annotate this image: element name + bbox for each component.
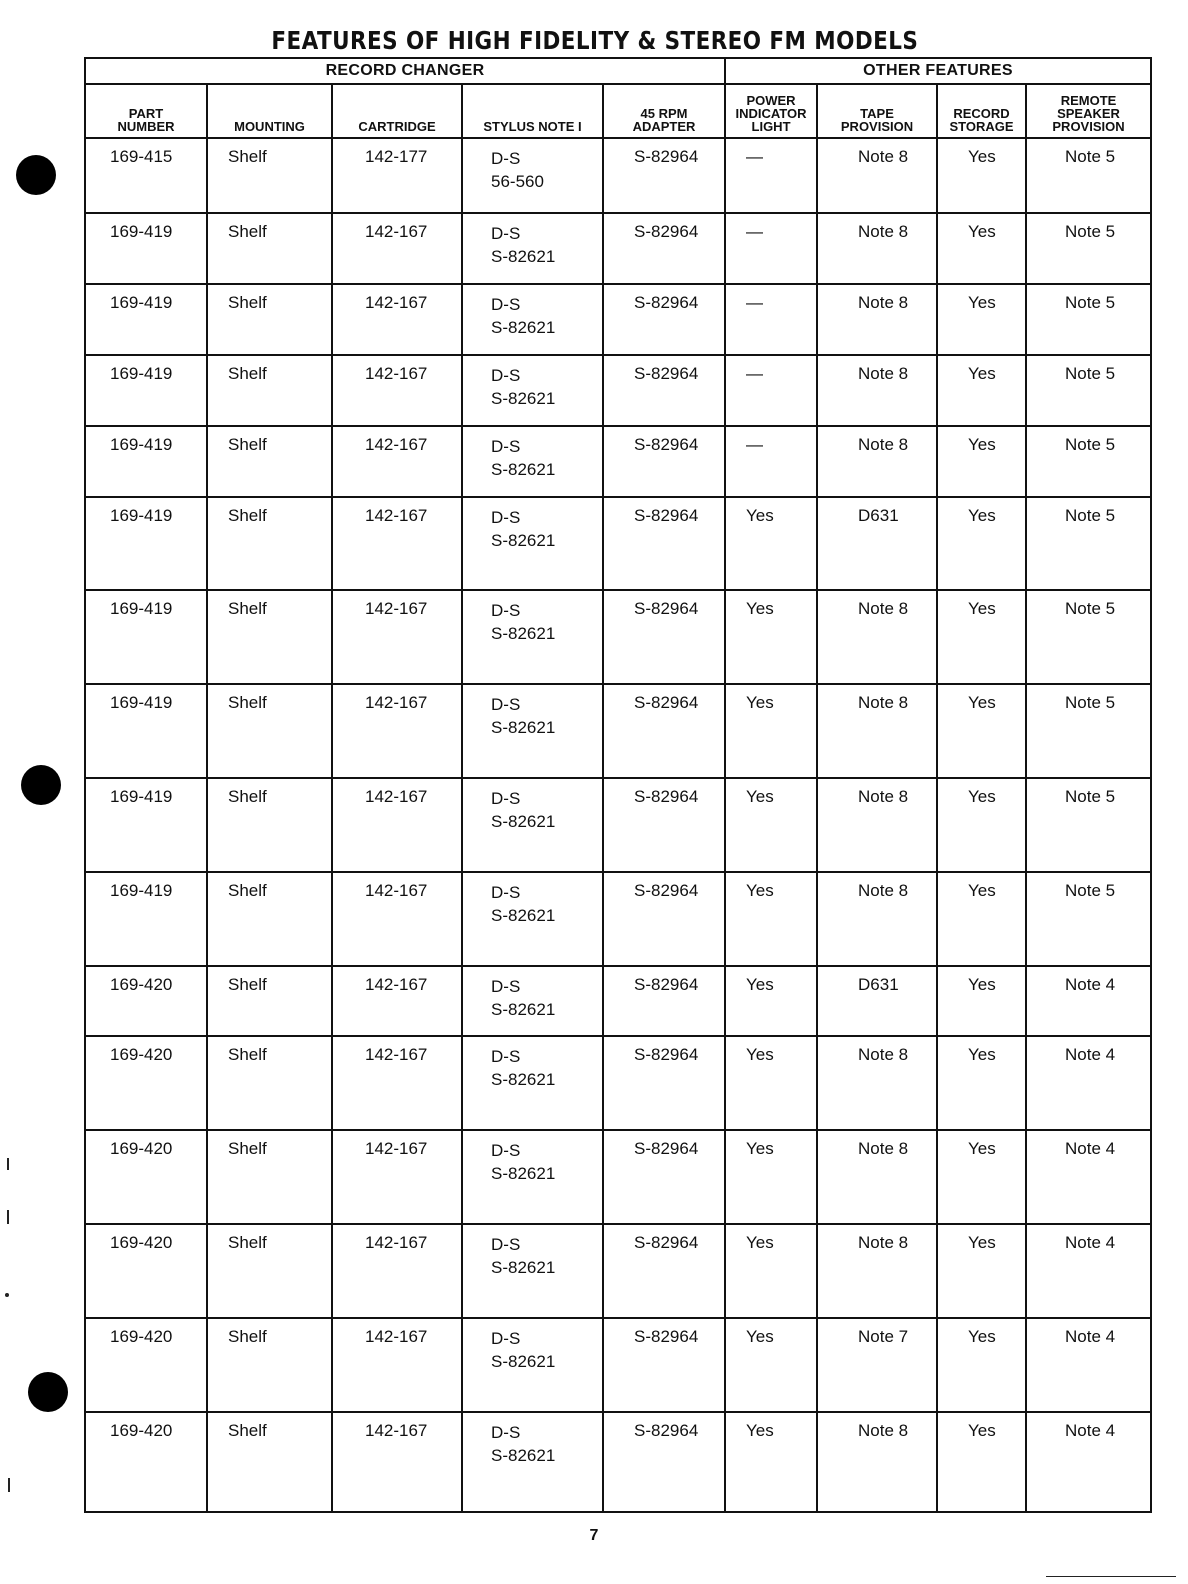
remote-speaker-cell: Note 5 [1026, 497, 1151, 591]
tape-provision-cell: Note 8 [817, 355, 937, 426]
cartridge-cell: 142-167 [332, 355, 462, 426]
record-storage-cell: Yes [937, 684, 1026, 778]
col-header-part-number: PART NUMBER [85, 84, 207, 138]
part-number-cell: 169-420 [85, 1318, 207, 1412]
mounting-cell: Shelf [207, 590, 332, 684]
table-row [85, 1412, 1151, 1512]
cartridge-cell: 142-167 [332, 284, 462, 355]
power-indicator-cell: Yes [725, 966, 817, 1037]
adapter-cell: S-82964 [603, 778, 725, 872]
punch-hole-bottom [28, 1372, 68, 1412]
tape-provision-cell: Note 8 [817, 1130, 937, 1224]
power-indicator-cell: Yes [725, 684, 817, 778]
power-indicator-cell: — [725, 426, 817, 497]
tape-provision-cell: Note 8 [817, 1412, 937, 1512]
remote-speaker-cell: Note 4 [1026, 966, 1151, 1037]
record-storage-cell: Yes [937, 590, 1026, 684]
tape-provision-cell: D631 [817, 966, 937, 1037]
mounting-cell: Shelf [207, 966, 332, 1037]
record-changer-header: RECORD CHANGER [85, 58, 725, 84]
power-indicator-cell: — [725, 138, 817, 213]
mounting-cell: Shelf [207, 138, 332, 213]
stylus-cell [462, 590, 603, 684]
record-storage-cell: Yes [937, 1224, 1026, 1318]
stylus-line: S-82621 [491, 459, 556, 479]
stylus-line: 56-560 [491, 172, 544, 191]
stylus-cell [462, 1412, 603, 1512]
cartridge-cell: 142-167 [332, 1412, 462, 1512]
col-header-stylus: STYLUS NOTE I [462, 84, 603, 138]
record-storage-cell: Yes [937, 497, 1026, 591]
col-header-tape-provision: TAPE PROVISION [817, 84, 937, 138]
adapter-cell: S-82964 [603, 138, 725, 213]
tape-provision-cell: Note 7 [817, 1318, 937, 1412]
cartridge-cell: 142-167 [332, 966, 462, 1037]
cartridge-cell: 142-167 [332, 1036, 462, 1130]
stylus-cell [462, 1036, 603, 1130]
stylus-line: S-82621 [491, 530, 556, 550]
mounting-cell: Shelf [207, 355, 332, 426]
part-number-cell: 169-419 [85, 284, 207, 355]
stylus-line: D-S [491, 882, 521, 902]
power-indicator-cell: Yes [725, 590, 817, 684]
stylus-line: D-S [491, 788, 521, 808]
part-number-cell: 169-420 [85, 1130, 207, 1224]
stylus-line: S-82621 [491, 1164, 556, 1184]
table-row [85, 684, 1151, 778]
mounting-cell: Shelf [207, 213, 332, 284]
stylus-line: D-S [491, 1141, 521, 1161]
remote-speaker-cell: Note 5 [1026, 590, 1151, 684]
cartridge-cell: 142-167 [332, 590, 462, 684]
record-storage-cell: Yes [937, 213, 1026, 284]
stylus-line: D-S [491, 976, 521, 996]
page-title: FEATURES OF HIGH FIDELITY & STEREO FM MODELS [271, 26, 919, 55]
tape-provision-cell: Note 8 [817, 684, 937, 778]
tape-provision-cell: Note 8 [817, 778, 937, 872]
part-number-cell: 169-419 [85, 213, 207, 284]
cartridge-cell: 142-177 [332, 138, 462, 213]
remote-speaker-cell: Note 5 [1026, 426, 1151, 497]
stylus-line: S-82621 [491, 1445, 556, 1465]
remote-speaker-cell: Note 5 [1026, 284, 1151, 355]
table-row [85, 590, 1151, 684]
power-indicator-cell: Yes [725, 1318, 817, 1412]
part-number-cell: 169-420 [85, 1412, 207, 1512]
stylus-cell [462, 355, 603, 426]
adapter-cell: S-82964 [603, 1412, 725, 1512]
table-row [85, 1130, 1151, 1224]
table-row [85, 872, 1151, 966]
mounting-cell: Shelf [207, 426, 332, 497]
table-body [85, 138, 1151, 1512]
col-header-record-storage: RECORD STORAGE [937, 84, 1026, 138]
stylus-cell [462, 966, 603, 1037]
table-row [85, 355, 1151, 426]
table-row [85, 213, 1151, 284]
stylus-line: S-82621 [491, 317, 556, 337]
stylus-line: D-S [491, 149, 521, 168]
punch-hole-top [16, 155, 56, 195]
stylus-cell [462, 1224, 603, 1318]
adapter-cell: S-82964 [603, 684, 725, 778]
part-number-cell: 169-420 [85, 1224, 207, 1318]
cartridge-cell: 142-167 [332, 1130, 462, 1224]
record-storage-cell: Yes [937, 284, 1026, 355]
table-row [85, 497, 1151, 591]
tape-provision-cell: Note 8 [817, 1036, 937, 1130]
power-indicator-cell: — [725, 355, 817, 426]
stylus-line: D-S [491, 294, 521, 314]
stylus-cell [462, 138, 603, 213]
table-row [85, 284, 1151, 355]
mounting-cell: Shelf [207, 1036, 332, 1130]
stylus-line: D-S [491, 436, 521, 456]
mounting-cell: Shelf [207, 497, 332, 591]
tape-provision-cell: Note 8 [817, 426, 937, 497]
stylus-line: S-82621 [491, 247, 556, 267]
scan-mark [1046, 1576, 1176, 1577]
power-indicator-cell: — [725, 213, 817, 284]
part-number-cell: 169-419 [85, 497, 207, 591]
table-row [85, 1318, 1151, 1412]
adapter-cell: S-82964 [603, 1224, 725, 1318]
remote-speaker-cell: Note 4 [1026, 1036, 1151, 1130]
part-number-cell: 169-419 [85, 778, 207, 872]
tape-provision-cell: Note 8 [817, 213, 937, 284]
record-storage-cell: Yes [937, 1412, 1026, 1512]
adapter-cell: S-82964 [603, 497, 725, 591]
col-header-adapter: 45 RPM ADAPTER [603, 84, 725, 138]
col-header-remote-speaker: REMOTE SPEAKER PROVISION [1026, 84, 1151, 138]
power-indicator-cell: Yes [725, 778, 817, 872]
stylus-line: D-S [491, 365, 521, 385]
stylus-line: D-S [491, 1047, 521, 1067]
table-row [85, 426, 1151, 497]
stylus-cell [462, 497, 603, 591]
stylus-line: S-82621 [491, 999, 556, 1019]
stylus-cell [462, 778, 603, 872]
mounting-cell: Shelf [207, 1130, 332, 1224]
stylus-line: S-82621 [491, 1258, 556, 1278]
scan-mark [7, 1158, 9, 1170]
part-number-cell: 169-420 [85, 1036, 207, 1130]
power-indicator-cell: Yes [725, 1036, 817, 1130]
record-storage-cell: Yes [937, 966, 1026, 1037]
power-indicator-cell: Yes [725, 1412, 817, 1512]
adapter-cell: S-82964 [603, 590, 725, 684]
adapter-cell: S-82964 [603, 1318, 725, 1412]
table-row [85, 138, 1151, 213]
stylus-line: D-S [491, 601, 521, 621]
remote-speaker-cell: Note 5 [1026, 684, 1151, 778]
tape-provision-cell: Note 8 [817, 284, 937, 355]
stylus-line: S-82621 [491, 905, 556, 925]
mounting-cell: Shelf [207, 1224, 332, 1318]
part-number-cell: 169-419 [85, 355, 207, 426]
stylus-line: D-S [491, 1328, 521, 1348]
stylus-cell [462, 1318, 603, 1412]
scan-mark [5, 1293, 9, 1297]
power-indicator-cell: — [725, 284, 817, 355]
remote-speaker-cell: Note 5 [1026, 778, 1151, 872]
col-header-power-indicator: POWER INDICATOR LIGHT [725, 84, 817, 138]
adapter-cell: S-82964 [603, 355, 725, 426]
remote-speaker-cell: Note 4 [1026, 1412, 1151, 1512]
remote-speaker-cell: Note 5 [1026, 213, 1151, 284]
col-header-mounting: MOUNTING [207, 84, 332, 138]
table-row [85, 966, 1151, 1037]
tape-provision-cell: Note 8 [817, 138, 937, 213]
adapter-cell: S-82964 [603, 284, 725, 355]
adapter-cell: S-82964 [603, 966, 725, 1037]
part-number-cell: 169-420 [85, 966, 207, 1037]
mounting-cell: Shelf [207, 1318, 332, 1412]
adapter-cell: S-82964 [603, 1036, 725, 1130]
part-number-cell: 169-415 [85, 138, 207, 213]
stylus-line: D-S [491, 695, 521, 715]
col-header-cartridge: CARTRIDGE [332, 84, 462, 138]
stylus-line: D-S [491, 1235, 521, 1255]
record-storage-cell: Yes [937, 1130, 1026, 1224]
power-indicator-cell: Yes [725, 872, 817, 966]
record-storage-cell: Yes [937, 872, 1026, 966]
stylus-line: S-82621 [491, 811, 556, 831]
table-row [85, 1036, 1151, 1130]
mounting-cell: Shelf [207, 1412, 332, 1512]
remote-speaker-cell: Note 5 [1026, 138, 1151, 213]
cartridge-cell: 142-167 [332, 778, 462, 872]
stylus-line: D-S [491, 1422, 521, 1442]
cartridge-cell: 142-167 [332, 872, 462, 966]
remote-speaker-cell: Note 4 [1026, 1130, 1151, 1224]
punch-hole-middle [21, 765, 61, 805]
power-indicator-cell: Yes [725, 1130, 817, 1224]
stylus-cell [462, 872, 603, 966]
part-number-cell: 169-419 [85, 684, 207, 778]
adapter-cell: S-82964 [603, 1130, 725, 1224]
scan-mark [8, 1478, 10, 1492]
table-row [85, 1224, 1151, 1318]
cartridge-cell: 142-167 [332, 1318, 462, 1412]
stylus-cell [462, 213, 603, 284]
part-number-cell: 169-419 [85, 590, 207, 684]
tape-provision-cell: Note 8 [817, 872, 937, 966]
cartridge-cell: 142-167 [332, 213, 462, 284]
mounting-cell: Shelf [207, 872, 332, 966]
table-row [85, 778, 1151, 872]
part-number-cell: 169-419 [85, 872, 207, 966]
power-indicator-cell: Yes [725, 1224, 817, 1318]
stylus-cell [462, 684, 603, 778]
mounting-cell: Shelf [207, 684, 332, 778]
stylus-line: S-82621 [491, 1351, 556, 1371]
mounting-cell: Shelf [207, 284, 332, 355]
adapter-cell: S-82964 [603, 872, 725, 966]
record-storage-cell: Yes [937, 1036, 1026, 1130]
tape-provision-cell: Note 8 [817, 1224, 937, 1318]
record-storage-cell: Yes [937, 355, 1026, 426]
tape-provision-cell: Note 8 [817, 590, 937, 684]
mounting-cell: Shelf [207, 778, 332, 872]
part-number-cell: 169-419 [85, 426, 207, 497]
remote-speaker-cell: Note 4 [1026, 1224, 1151, 1318]
page-number: 7 [589, 1527, 599, 1544]
remote-speaker-cell: Note 4 [1026, 1318, 1151, 1412]
cartridge-cell: 142-167 [332, 684, 462, 778]
record-storage-cell: Yes [937, 138, 1026, 213]
remote-speaker-cell: Note 5 [1026, 872, 1151, 966]
features-table [84, 57, 1152, 1513]
power-indicator-cell: Yes [725, 497, 817, 591]
record-storage-cell: Yes [937, 778, 1026, 872]
stylus-line: D-S [491, 507, 521, 527]
cartridge-cell: 142-167 [332, 497, 462, 591]
stylus-line: D-S [491, 224, 521, 244]
tape-provision-cell: D631 [817, 497, 937, 591]
stylus-cell [462, 284, 603, 355]
stylus-line: S-82621 [491, 1070, 556, 1090]
cartridge-cell: 142-167 [332, 1224, 462, 1318]
record-storage-cell: Yes [937, 426, 1026, 497]
remote-speaker-cell: Note 5 [1026, 355, 1151, 426]
stylus-line: S-82621 [491, 624, 556, 644]
stylus-cell [462, 426, 603, 497]
adapter-cell: S-82964 [603, 426, 725, 497]
stylus-line: S-82621 [491, 388, 556, 408]
adapter-cell: S-82964 [603, 213, 725, 284]
stylus-cell [462, 1130, 603, 1224]
record-storage-cell: Yes [937, 1318, 1026, 1412]
cartridge-cell: 142-167 [332, 426, 462, 497]
other-features-header: OTHER FEATURES [725, 58, 1151, 84]
scan-mark [7, 1210, 9, 1224]
stylus-line: S-82621 [491, 718, 556, 738]
